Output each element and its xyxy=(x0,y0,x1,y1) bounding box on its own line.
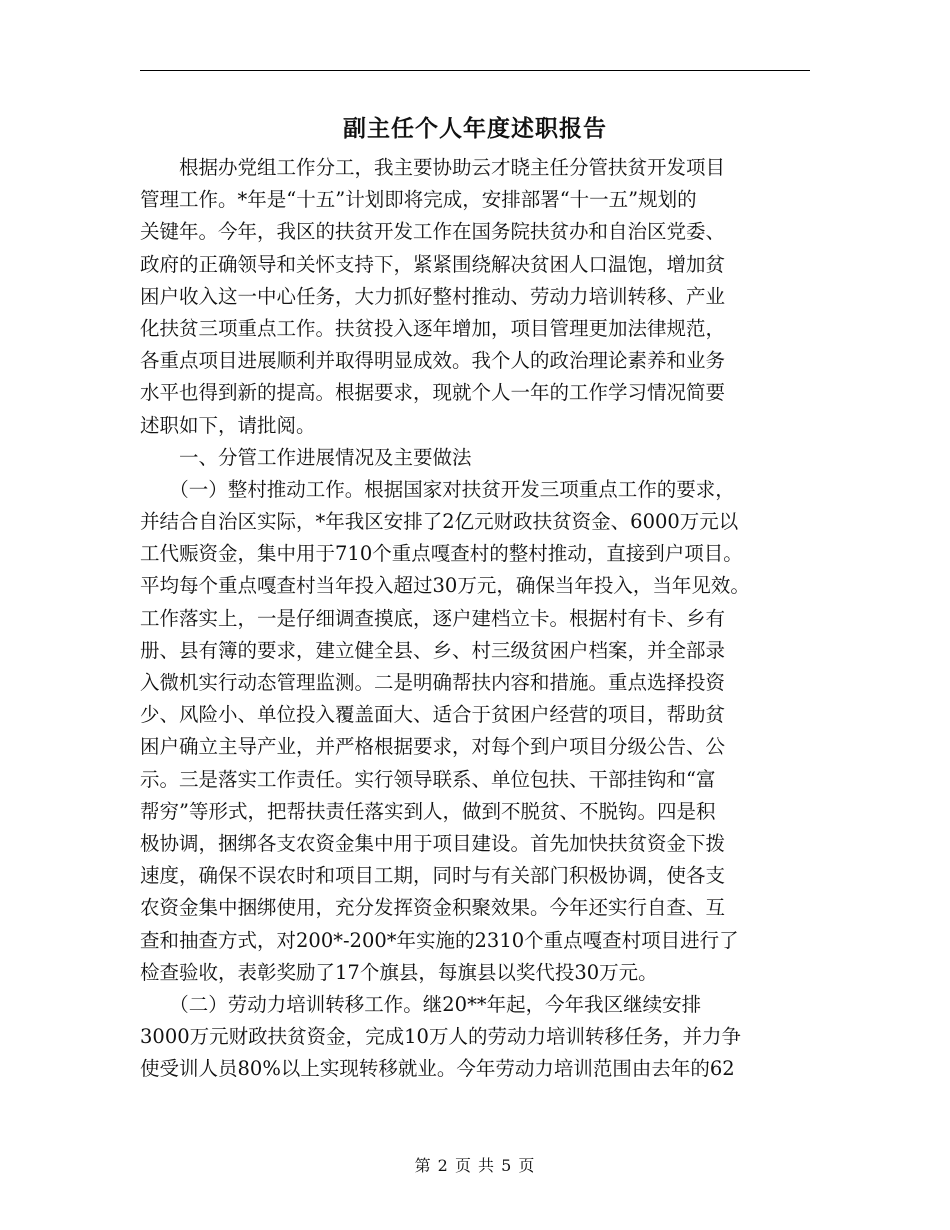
body-line: 3000万元财政扶贫资金，完成10万人的劳动力培训转移任务，并力争 xyxy=(140,1025,741,1049)
body-line: 困户确立主导产业，并严格根据要求，对每个到户项目分级公告、公 xyxy=(140,735,726,759)
document-title: 副主任个人年度述职报告 xyxy=(343,116,607,142)
body-line: 工作落实上，一是仔细调查摸底，逐户建档立卡。根据村有卡、乡有 xyxy=(140,606,726,630)
body-line: 关键年。今年，我区的扶贫开发工作在国务院扶贫办和自治区党委、 xyxy=(140,220,726,244)
body-line: 述职如下，请批阅。 xyxy=(140,413,316,437)
body-line: 管理工作。*年是“十五”计划即将完成，安排部署“十一五”规划的 xyxy=(140,188,697,212)
body-line: 入微机实行动态管理监测。二是明确帮扶内容和措施。重点选择投资 xyxy=(140,671,726,694)
body-line: （一）整村推动工作。根据国家对扶贫开发三项重点工作的要求， xyxy=(140,477,735,501)
body-line: 水平也得到新的提高。根据要求，现就个人一年的工作学习情况简要 xyxy=(140,381,726,405)
header-rule xyxy=(140,70,810,71)
body-line: 查和抽查方式，对200*-200*年实施的2310个重点嘎查村项目进行了 xyxy=(140,928,739,952)
body-line: 政府的正确领导和关怀支持下，紧紧围绕解决贫困人口温饱，增加贫 xyxy=(140,252,726,276)
body-line: （二）劳动力培训转移工作。继20**年起，今年我区继续安排 xyxy=(140,992,702,1016)
body-line: 化扶贫三项重点工作。扶贫投入逐年增加，项目管理更加法律规范， xyxy=(140,316,726,340)
body-line: 并结合自治区实际，*年我区安排了2亿元财政扶贫资金、6000万元以 xyxy=(140,510,739,534)
body-line: 帮穷”等形式，把帮扶责任落实到人，做到不脱贫、不脱钩。四是积 xyxy=(140,799,716,823)
body-line: 示。三是落实工作责任。实行领导联系、单位包扶、干部挂钩和“富 xyxy=(140,767,716,791)
body-line: 使受训人员80%以上实现转移就业。今年劳动力培训范围由去年的62 xyxy=(140,1057,735,1081)
body-line: 极协调，捆绑各支农资金集中用于项目建设。首先加快扶贫资金下拨 xyxy=(140,831,726,855)
body-line: 困户收入这一中心任务，大力抓好整村推动、劳动力培训转移、产业 xyxy=(140,284,726,308)
body-line: 平均每个重点嘎查村当年投入超过30万元，确保当年投入，当年见效。 xyxy=(140,574,750,598)
document-body xyxy=(140,152,830,1085)
section-heading: 一、分管工作进展情况及主要做法 xyxy=(140,445,472,469)
body-line: 检查验收，表彰奖励了17个旗县，每旗县以奖代投30万元。 xyxy=(140,960,658,984)
page-number: 第 2 页 共 5 页 xyxy=(414,1156,536,1175)
body-line: 农资金集中捆绑使用，充分发挥资金积聚效果。今年还实行自查、互 xyxy=(140,896,726,920)
body-line: 工代赈资金，集中用于710个重点嘎查村的整村推动，直接到户项目。 xyxy=(140,542,743,566)
body-line: 各重点项目进展顺利并取得明显成效。我个人的政治理论素养和业务 xyxy=(140,349,726,373)
body-line: 根据办党组工作分工，我主要协助云才晓主任分管扶贫开发项目 xyxy=(140,156,726,179)
body-line: 册、县有簿的要求，建立健全县、乡、村三级贫困户档案，并全部录 xyxy=(140,638,726,662)
body-line: 少、风险小、单位投入覆盖面大、适合于贫困户经营的项目，帮助贫 xyxy=(140,703,726,727)
body-line: 速度，确保不误农时和项目工期，同时与有关部门积极协调，使各支 xyxy=(140,864,726,888)
